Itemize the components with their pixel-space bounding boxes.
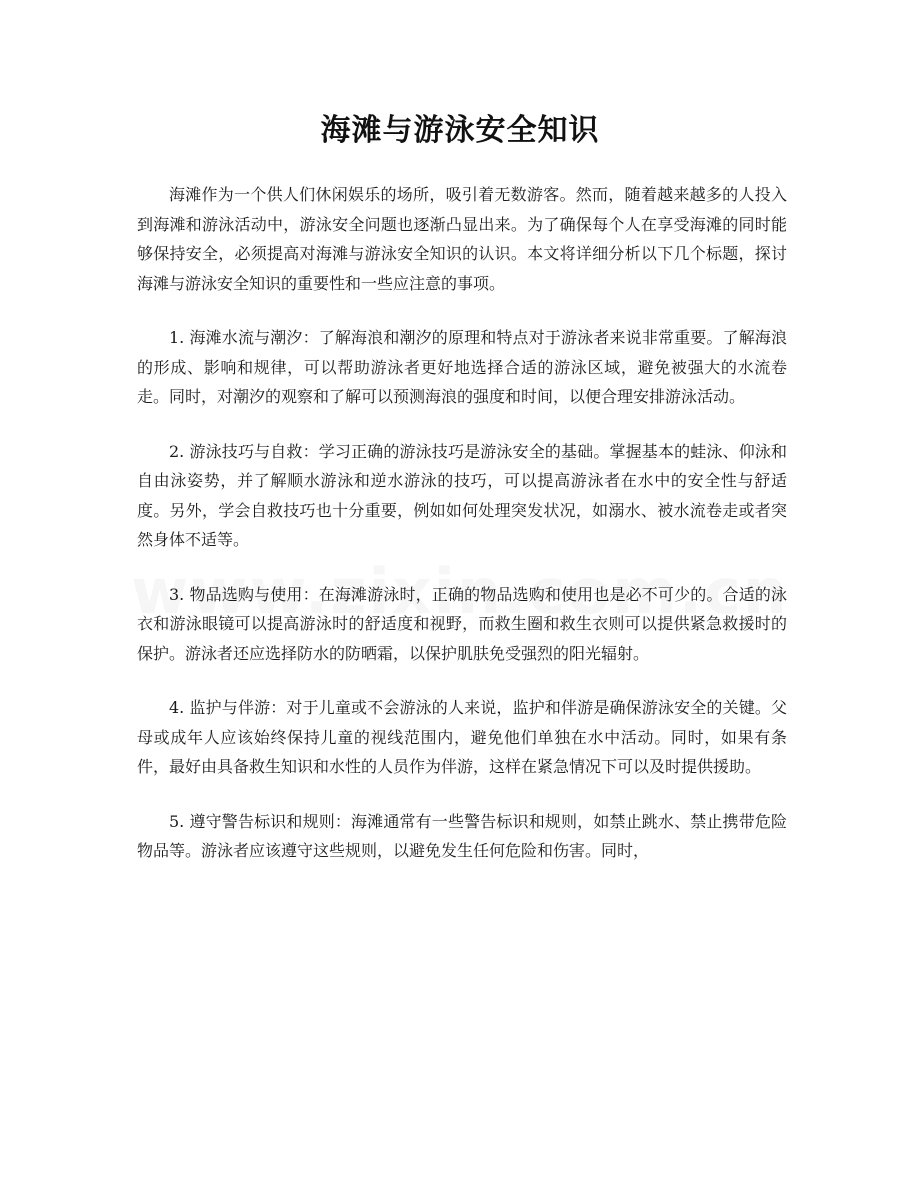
intro-paragraph: 海滩作为一个供人们休闲娱乐的场所，吸引着无数游客。然而，随着越来越多的人投入到海滩和游泳活动中，游泳安全问题也逐渐凸显出来。为了确保每个人在享受海滩的同时能够保持安全，必须提高对海滩与游泳安全知识的认识。本文将详细分析以下几个标题，探讨海滩与游泳安全知识的重要性和一些应注意的事项。 [137,185,787,293]
section-paragraph-4: 4. 监护与伴游：对于儿童或不会游泳的人来说，监护和伴游是确保游泳安全的关键。父母或成年人应该始终保持儿童的视线范围内，避免他们单独在水中活动。同时，如果有条件，最好由具备救生知识和水性的人员作为伴游，这样在紧急情况下可以及时提供援助。 [137,698,787,776]
section-paragraph-1: 1. 海滩水流与潮汐：了解海浪和潮汐的原理和特点对于游泳者来说非常重要。了解海浪的形成、影响和规律，可以帮助游泳者更好地选择合适的游泳区域，避免被强大的水流卷走。同时，对潮汐的观察和了解可以预测海浪的强度和时间，以便合理安排游泳活动。 [137,328,787,406]
section-paragraph-2: 2. 游泳技巧与自救：学习正确的游泳技巧是游泳安全的基础。掌握基本的蛙泳、仰泳和自由泳姿势，并了解顺水游泳和逆水游泳的技巧，可以提高游泳者在水中的安全性与舒适度。另外，学会自救技巧也十分重要，例如如何处理突发状况，如溺水、被水流卷走或者突然身体不适等。 [137,441,787,549]
section-paragraph-5: 5. 遵守警告标识和规则：海滩通常有一些警告标识和规则，如禁止跳水、禁止携带危险物品等。游泳者应该遵守这些规则，以避免发生任何危险和伤害。同时， [137,811,787,860]
section-paragraph-3: 3. 物品选购与使用：在海滩游泳时，正确的物品选购和使用也是必不可少的。合适的泳衣和游泳眼镜可以提高游泳时的舒适度和视野，而救生圈和救生衣则可以提供紧急救援时的保护。游泳者还应选择防水的防晒霜，以保护肌肤免受强烈的阳光辐射。 [137,584,787,663]
document-title: 海滩与游泳安全知识 [320,113,600,148]
document-body [137,180,787,891]
